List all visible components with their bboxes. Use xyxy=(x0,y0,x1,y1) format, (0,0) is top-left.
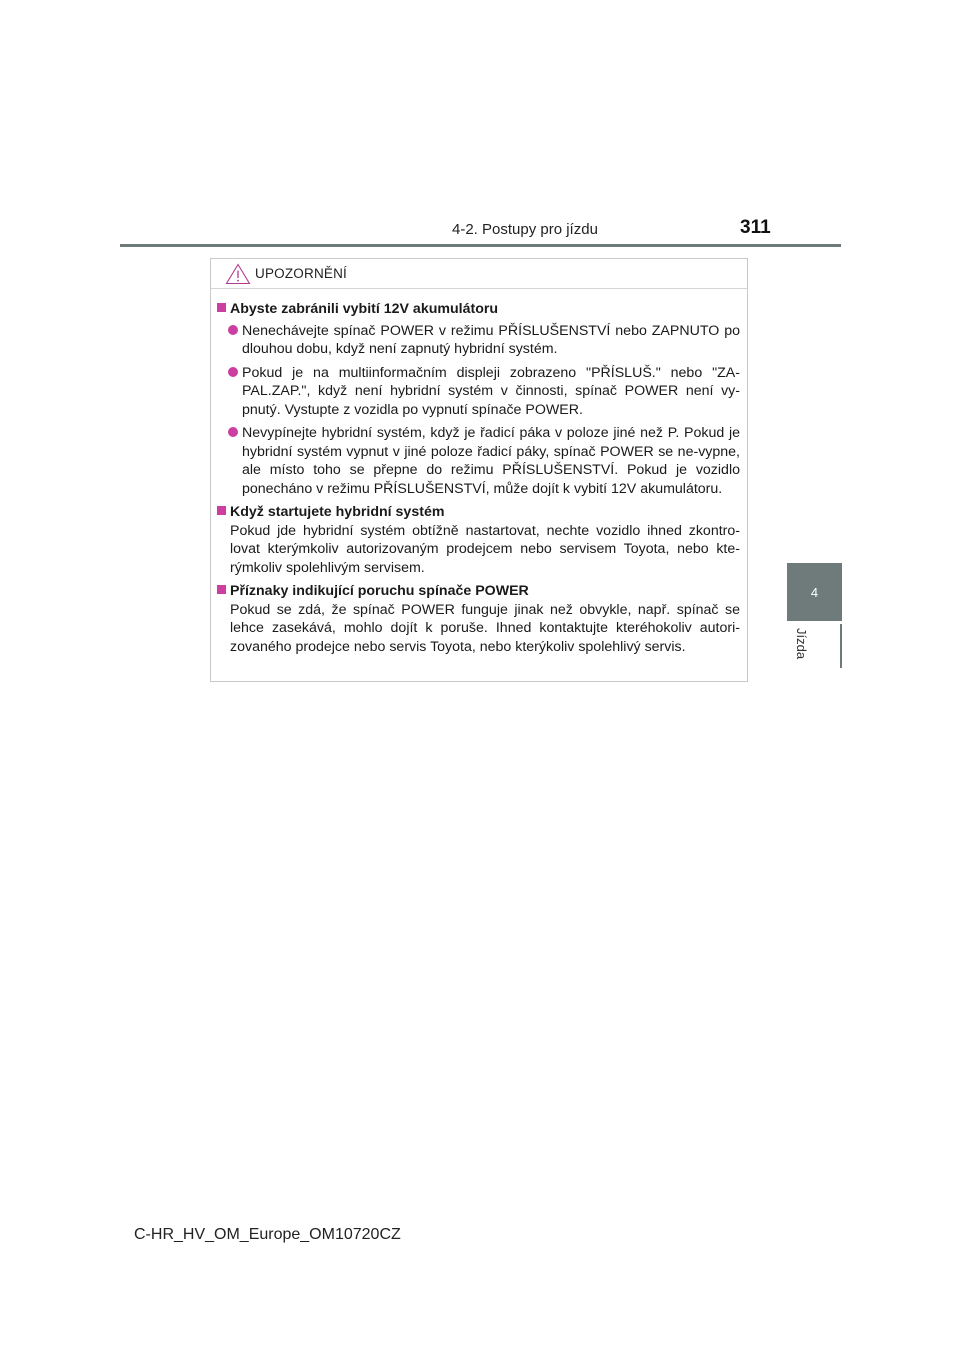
square-bullet-icon xyxy=(217,303,226,312)
section-heading: Abyste zabránili vybití 12V akumulátoru xyxy=(217,300,740,319)
caution-section xyxy=(217,300,740,498)
round-bullet-icon xyxy=(228,427,238,437)
header-rule xyxy=(120,244,841,247)
round-bullet-icon xyxy=(228,367,238,377)
warning-triangle-icon xyxy=(225,263,251,285)
chapter-label: Jízda xyxy=(794,628,809,660)
chapter-number: 4 xyxy=(810,584,819,600)
caution-section xyxy=(217,503,740,577)
section-heading: Příznaky indikující poruchu spínače POWER xyxy=(217,582,740,601)
square-bullet-icon xyxy=(217,585,226,594)
caution-body xyxy=(211,289,747,656)
round-bullet-icon xyxy=(228,325,238,335)
caution-header xyxy=(211,259,747,289)
page-number: 311 xyxy=(740,217,771,238)
bullet-item: Pokud je na multiinformačním displeji zobrazeno "PŘÍSLUŠ." nebo "ZA-PAL.ZAP.", když není hybridní systém v činnosti, spínač POWER není vy-pnutý. Vystupte z vozidla po vypnutí spínače POWER. xyxy=(228,364,740,420)
caution-box xyxy=(210,258,748,682)
document-code: C-HR_HV_OM_Europe_OM10720CZ xyxy=(134,1226,401,1243)
chapter-tab-line xyxy=(840,624,842,668)
bullet-item: Nevypínejte hybridní systém, když je řadicí páka v poloze jiné než P. Pokud je hybridní systém vypnut v jiné poloze řadicí páky, spínač POWER se ne-vypne, ale místo toho se přepne do režimu PŘÍSLUŠENSTVÍ. Pokud je vozidlo ponecháno v režimu PŘÍSLUŠENSTVÍ, může dojít k vybití 12V akumulátoru. xyxy=(228,424,740,498)
bullet-item: Nenechávejte spínač POWER v režimu PŘÍSLUŠENSTVÍ nebo ZAPNUTO po dlouhou dobu, když není zapnutý hybridní systém. xyxy=(228,322,740,359)
chapter-tab xyxy=(787,563,842,621)
caution-title: UPOZORNĚNÍ xyxy=(255,266,348,281)
section-heading: Když startujete hybridní systém xyxy=(217,503,740,522)
section-text: Pokud jde hybridní systém obtížně nastartovat, nechte vozidlo ihned zkontro-lovat kterýmkoliv autorizovaným prodejcem nebo servisem Toyota, nebo kte-rýmkoliv spolehlivým servisem. xyxy=(230,522,740,576)
header-section-title: 4-2. Postupy pro jízdu xyxy=(452,221,598,238)
square-bullet-icon xyxy=(217,506,226,515)
caution-section xyxy=(217,582,740,656)
section-text: Pokud se zdá, že spínač POWER funguje jinak než obvykle, např. spínač se lehce zasekává, mohlo dojít k poruše. Ihned kontaktujte kteréhokoliv autori-zovaného prodejce nebo servis Toyota, nebo kterýkoliv spolehlivý servis. xyxy=(230,601,740,655)
